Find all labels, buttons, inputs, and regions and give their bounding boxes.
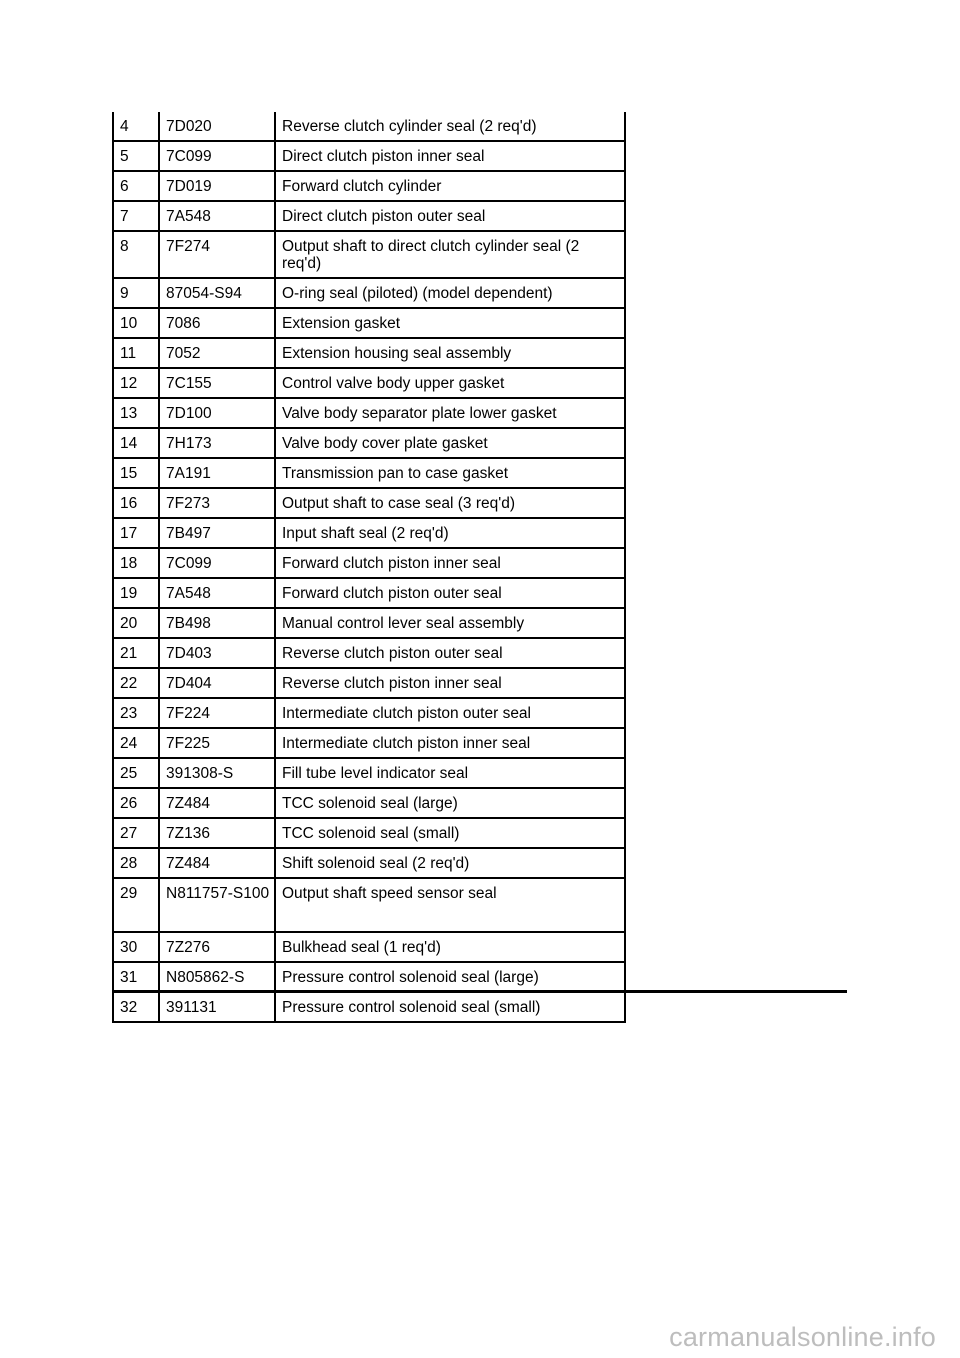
table-row bbox=[113, 398, 625, 428]
table-row bbox=[113, 578, 625, 608]
part-number: 7C099 bbox=[159, 141, 275, 171]
part-description: Pressure control solenoid seal (small) bbox=[275, 992, 625, 1022]
part-number: 87054-S94 bbox=[159, 278, 275, 308]
table-row bbox=[113, 668, 625, 698]
part-description: Forward clutch cylinder bbox=[275, 171, 625, 201]
item-number: 9 bbox=[113, 278, 159, 308]
table-row bbox=[113, 112, 625, 141]
item-number: 11 bbox=[113, 338, 159, 368]
part-number: 7086 bbox=[159, 308, 275, 338]
item-number: 10 bbox=[113, 308, 159, 338]
item-number: 32 bbox=[113, 992, 159, 1022]
item-number: 14 bbox=[113, 428, 159, 458]
item-number: 27 bbox=[113, 818, 159, 848]
item-number: 17 bbox=[113, 518, 159, 548]
part-number: 7Z136 bbox=[159, 818, 275, 848]
table-row bbox=[113, 818, 625, 848]
table-row bbox=[113, 308, 625, 338]
item-number: 31 bbox=[113, 962, 159, 992]
part-number: 391131 bbox=[159, 992, 275, 1022]
part-number: 7D100 bbox=[159, 398, 275, 428]
table-row bbox=[113, 518, 625, 548]
item-number: 6 bbox=[113, 171, 159, 201]
table-row bbox=[113, 548, 625, 578]
item-number: 20 bbox=[113, 608, 159, 638]
table-row bbox=[113, 698, 625, 728]
part-number: 7B498 bbox=[159, 608, 275, 638]
item-number: 23 bbox=[113, 698, 159, 728]
item-number: 26 bbox=[113, 788, 159, 818]
part-number: 7F225 bbox=[159, 728, 275, 758]
part-description: O-ring seal (piloted) (model dependent) bbox=[275, 278, 625, 308]
table-row bbox=[113, 608, 625, 638]
parts-table bbox=[112, 112, 626, 1023]
part-description: Reverse clutch piston inner seal bbox=[275, 668, 625, 698]
part-description: Extension housing seal assembly bbox=[275, 338, 625, 368]
item-number: 29 bbox=[113, 878, 159, 932]
part-number: 7A548 bbox=[159, 201, 275, 231]
part-description: Control valve body upper gasket bbox=[275, 368, 625, 398]
part-description: Forward clutch piston outer seal bbox=[275, 578, 625, 608]
item-number: 7 bbox=[113, 201, 159, 231]
table-row bbox=[113, 278, 625, 308]
part-description: Output shaft speed sensor seal bbox=[275, 878, 625, 932]
part-description: Direct clutch piston outer seal bbox=[275, 201, 625, 231]
part-number: 7Z276 bbox=[159, 932, 275, 962]
item-number: 25 bbox=[113, 758, 159, 788]
part-description: Extension gasket bbox=[275, 308, 625, 338]
table-row bbox=[113, 788, 625, 818]
part-number: 7Z484 bbox=[159, 788, 275, 818]
item-number: 28 bbox=[113, 848, 159, 878]
table-row bbox=[113, 171, 625, 201]
item-number: 22 bbox=[113, 668, 159, 698]
table-row bbox=[113, 338, 625, 368]
part-number: 7F274 bbox=[159, 231, 275, 278]
item-number: 24 bbox=[113, 728, 159, 758]
item-number: 30 bbox=[113, 932, 159, 962]
item-number: 21 bbox=[113, 638, 159, 668]
part-description: Reverse clutch piston outer seal bbox=[275, 638, 625, 668]
item-number: 5 bbox=[113, 141, 159, 171]
item-number: 15 bbox=[113, 458, 159, 488]
part-description: Intermediate clutch piston outer seal bbox=[275, 698, 625, 728]
part-number: 7A191 bbox=[159, 458, 275, 488]
table-row bbox=[113, 488, 625, 518]
part-number: 7D019 bbox=[159, 171, 275, 201]
table-row bbox=[113, 878, 625, 932]
part-description: TCC solenoid seal (large) bbox=[275, 788, 625, 818]
footer-rule bbox=[112, 990, 847, 993]
part-number: 7F273 bbox=[159, 488, 275, 518]
item-number: 19 bbox=[113, 578, 159, 608]
part-number: 7D020 bbox=[159, 112, 275, 141]
part-description: Input shaft seal (2 req'd) bbox=[275, 518, 625, 548]
part-description: Direct clutch piston inner seal bbox=[275, 141, 625, 171]
table-row bbox=[113, 932, 625, 962]
part-number: 7C099 bbox=[159, 548, 275, 578]
part-description: Intermediate clutch piston inner seal bbox=[275, 728, 625, 758]
part-number: 7D403 bbox=[159, 638, 275, 668]
table-row bbox=[113, 201, 625, 231]
item-number: 12 bbox=[113, 368, 159, 398]
part-description: Manual control lever seal assembly bbox=[275, 608, 625, 638]
table-row bbox=[113, 141, 625, 171]
part-description: Reverse clutch cylinder seal (2 req'd) bbox=[275, 112, 625, 141]
part-number: 7Z484 bbox=[159, 848, 275, 878]
part-number: 7D404 bbox=[159, 668, 275, 698]
part-description: Valve body separator plate lower gasket bbox=[275, 398, 625, 428]
table-row bbox=[113, 458, 625, 488]
part-number: N805862-S bbox=[159, 962, 275, 992]
table-row bbox=[113, 728, 625, 758]
part-number: 7B497 bbox=[159, 518, 275, 548]
part-number: 7C155 bbox=[159, 368, 275, 398]
part-number: 7H173 bbox=[159, 428, 275, 458]
table-row bbox=[113, 368, 625, 398]
part-number: 7F224 bbox=[159, 698, 275, 728]
table-row bbox=[113, 758, 625, 788]
part-number: 7A548 bbox=[159, 578, 275, 608]
item-number: 16 bbox=[113, 488, 159, 518]
item-number: 18 bbox=[113, 548, 159, 578]
part-number: 391308-S bbox=[159, 758, 275, 788]
part-description: Bulkhead seal (1 req'd) bbox=[275, 932, 625, 962]
part-description: Fill tube level indicator seal bbox=[275, 758, 625, 788]
part-description: Valve body cover plate gasket bbox=[275, 428, 625, 458]
part-number: N811757-S100 bbox=[159, 878, 275, 932]
part-number: 7052 bbox=[159, 338, 275, 368]
part-description: Forward clutch piston inner seal bbox=[275, 548, 625, 578]
table-row bbox=[113, 638, 625, 668]
part-description: Output shaft to case seal (3 req'd) bbox=[275, 488, 625, 518]
table-row bbox=[113, 848, 625, 878]
item-number: 13 bbox=[113, 398, 159, 428]
table-row bbox=[113, 231, 625, 278]
item-number: 4 bbox=[113, 112, 159, 141]
item-number: 8 bbox=[113, 231, 159, 278]
watermark-text: carmanualsonline.info bbox=[669, 1322, 936, 1352]
table-row bbox=[113, 428, 625, 458]
table-row bbox=[113, 992, 625, 1022]
part-description: Transmission pan to case gasket bbox=[275, 458, 625, 488]
part-description: Pressure control solenoid seal (large) bbox=[275, 962, 625, 992]
table-row bbox=[113, 962, 625, 992]
part-description: TCC solenoid seal (small) bbox=[275, 818, 625, 848]
part-description: Output shaft to direct clutch cylinder seal (2 req'd) bbox=[275, 231, 625, 278]
part-description: Shift solenoid seal (2 req'd) bbox=[275, 848, 625, 878]
